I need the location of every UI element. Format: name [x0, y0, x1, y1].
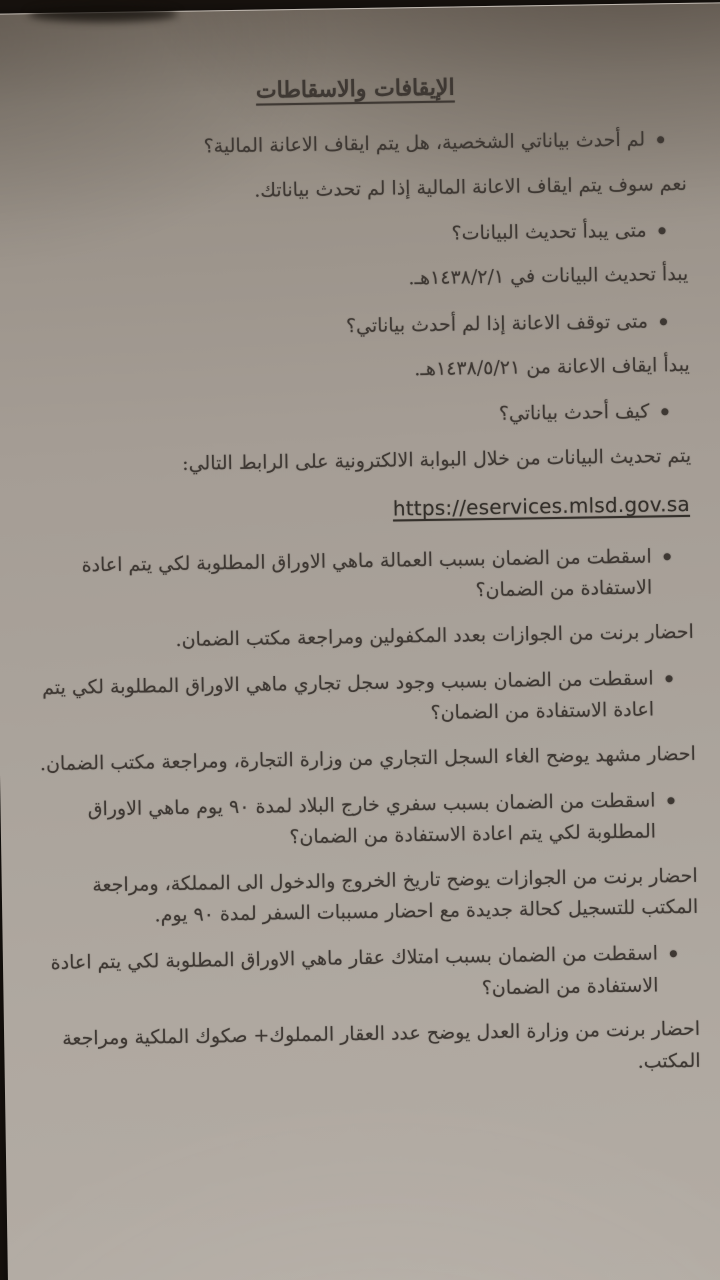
faq-answer-text: نعم سوف يتم ايقاف الاعانة المالية إذا لم تحدث بياناتك. [254, 172, 687, 202]
document-content [0, 3, 720, 1087]
faq-list [26, 124, 701, 1087]
faq-item [34, 663, 696, 780]
faq-question [26, 125, 664, 166]
bullet-icon [667, 797, 674, 804]
bullet-icon [661, 409, 668, 416]
bullet-icon [670, 951, 677, 958]
bullet-icon [664, 553, 671, 560]
paper-curl-shadow [28, 6, 178, 22]
bullet-icon [658, 227, 665, 234]
bullet-icon [657, 137, 664, 144]
faq-question-text: كيف أحدث بياناتي؟ [498, 400, 650, 426]
faq-item [30, 396, 692, 531]
faq-question-text: متى يبدأ تحديث البيانات؟ [451, 219, 647, 245]
faq-question [36, 785, 675, 858]
faq-question [30, 397, 668, 438]
portal-link-text: https://eservices.mlsd.gov.sa [392, 491, 691, 521]
bullet-icon [660, 318, 667, 325]
bullet-icon [666, 675, 673, 682]
faq-question [29, 306, 667, 347]
faq-item [39, 938, 701, 1087]
faq-question [39, 939, 678, 1012]
faq-question-text: متى توقف الاعانة إذا لم أحدث بياناتي؟ [345, 310, 649, 337]
paper-document [0, 2, 720, 1280]
faq-question-text: لم أحدث بياناتي الشخصية، هل يتم ايقاف الاعانة المالية؟ [203, 128, 646, 158]
faq-answer-text: احضار برنت من الجوازات بعدد المكفولين ومراجعة مكتب الضمان. [175, 620, 695, 651]
faq-answer-text: يبدأ تحديث البيانات في ١٤٣٨/٢/١هـ. [408, 263, 689, 290]
faq-item [26, 124, 687, 210]
faq-question-text: اسقطت من الضمان بسبب سفري خارج البلاد لمدة ٩٠ يوم ماهي الاوراق المطلوبة لكي يتم اعادة الاستفادة من الضمان؟ [87, 789, 657, 849]
faq-answer-text: احضار برنت من الجوازات يوضح تاريخ الخروج والدخول الى المملكة، ومراجعة المكتب للتسجيل كحالة جديدة مع احضار مسببات السفر لمدة ٩٠ يوم. [92, 864, 699, 927]
faq-question [27, 215, 665, 256]
faq-item [32, 541, 694, 658]
faq-item [29, 306, 690, 392]
faq-item [27, 215, 688, 301]
faq-answer-text: يبدأ ايقاف الاعانة من ١٤٣٨/٥/٢١هـ. [414, 353, 690, 381]
faq-answer-text: يتم تحديث البيانات من خلال البوابة الالكترونية على الرابط التالي: [182, 444, 692, 475]
faq-answer-text: احضار برنت من وزارة العدل يوضح عدد العقار المملوك+ صكوك الملكية ومراجعة المكتب. [62, 1017, 701, 1073]
faq-question-text: اسقطت من الضمان بسبب امتلاك عقار ماهي الاوراق المطلوبة لكي يتم اعادة الاستفادة من الضمان؟ [50, 942, 659, 1000]
faq-item [36, 785, 698, 934]
page-title: الإيقافات والاسقاطات [255, 74, 455, 104]
faq-question [34, 663, 673, 736]
faq-question-text: اسقطت من الضمان بسبب وجود سجل تجاري ماهي الاوراق المطلوبة لكي يتم اعادة الاستفادة من الضمان؟ [41, 667, 655, 725]
faq-question-text: اسقطت من الضمان بسبب العمالة ماهي الاوراق المطلوبة لكي يتم اعادة الاستفادة من الضمان؟ [81, 545, 653, 602]
faq-answer-text: احضار مشهد يوضح الغاء السجل التجاري من وزارة التجارة، ومراجعة مكتب الضمان. [39, 742, 696, 775]
faq-question [32, 541, 671, 614]
